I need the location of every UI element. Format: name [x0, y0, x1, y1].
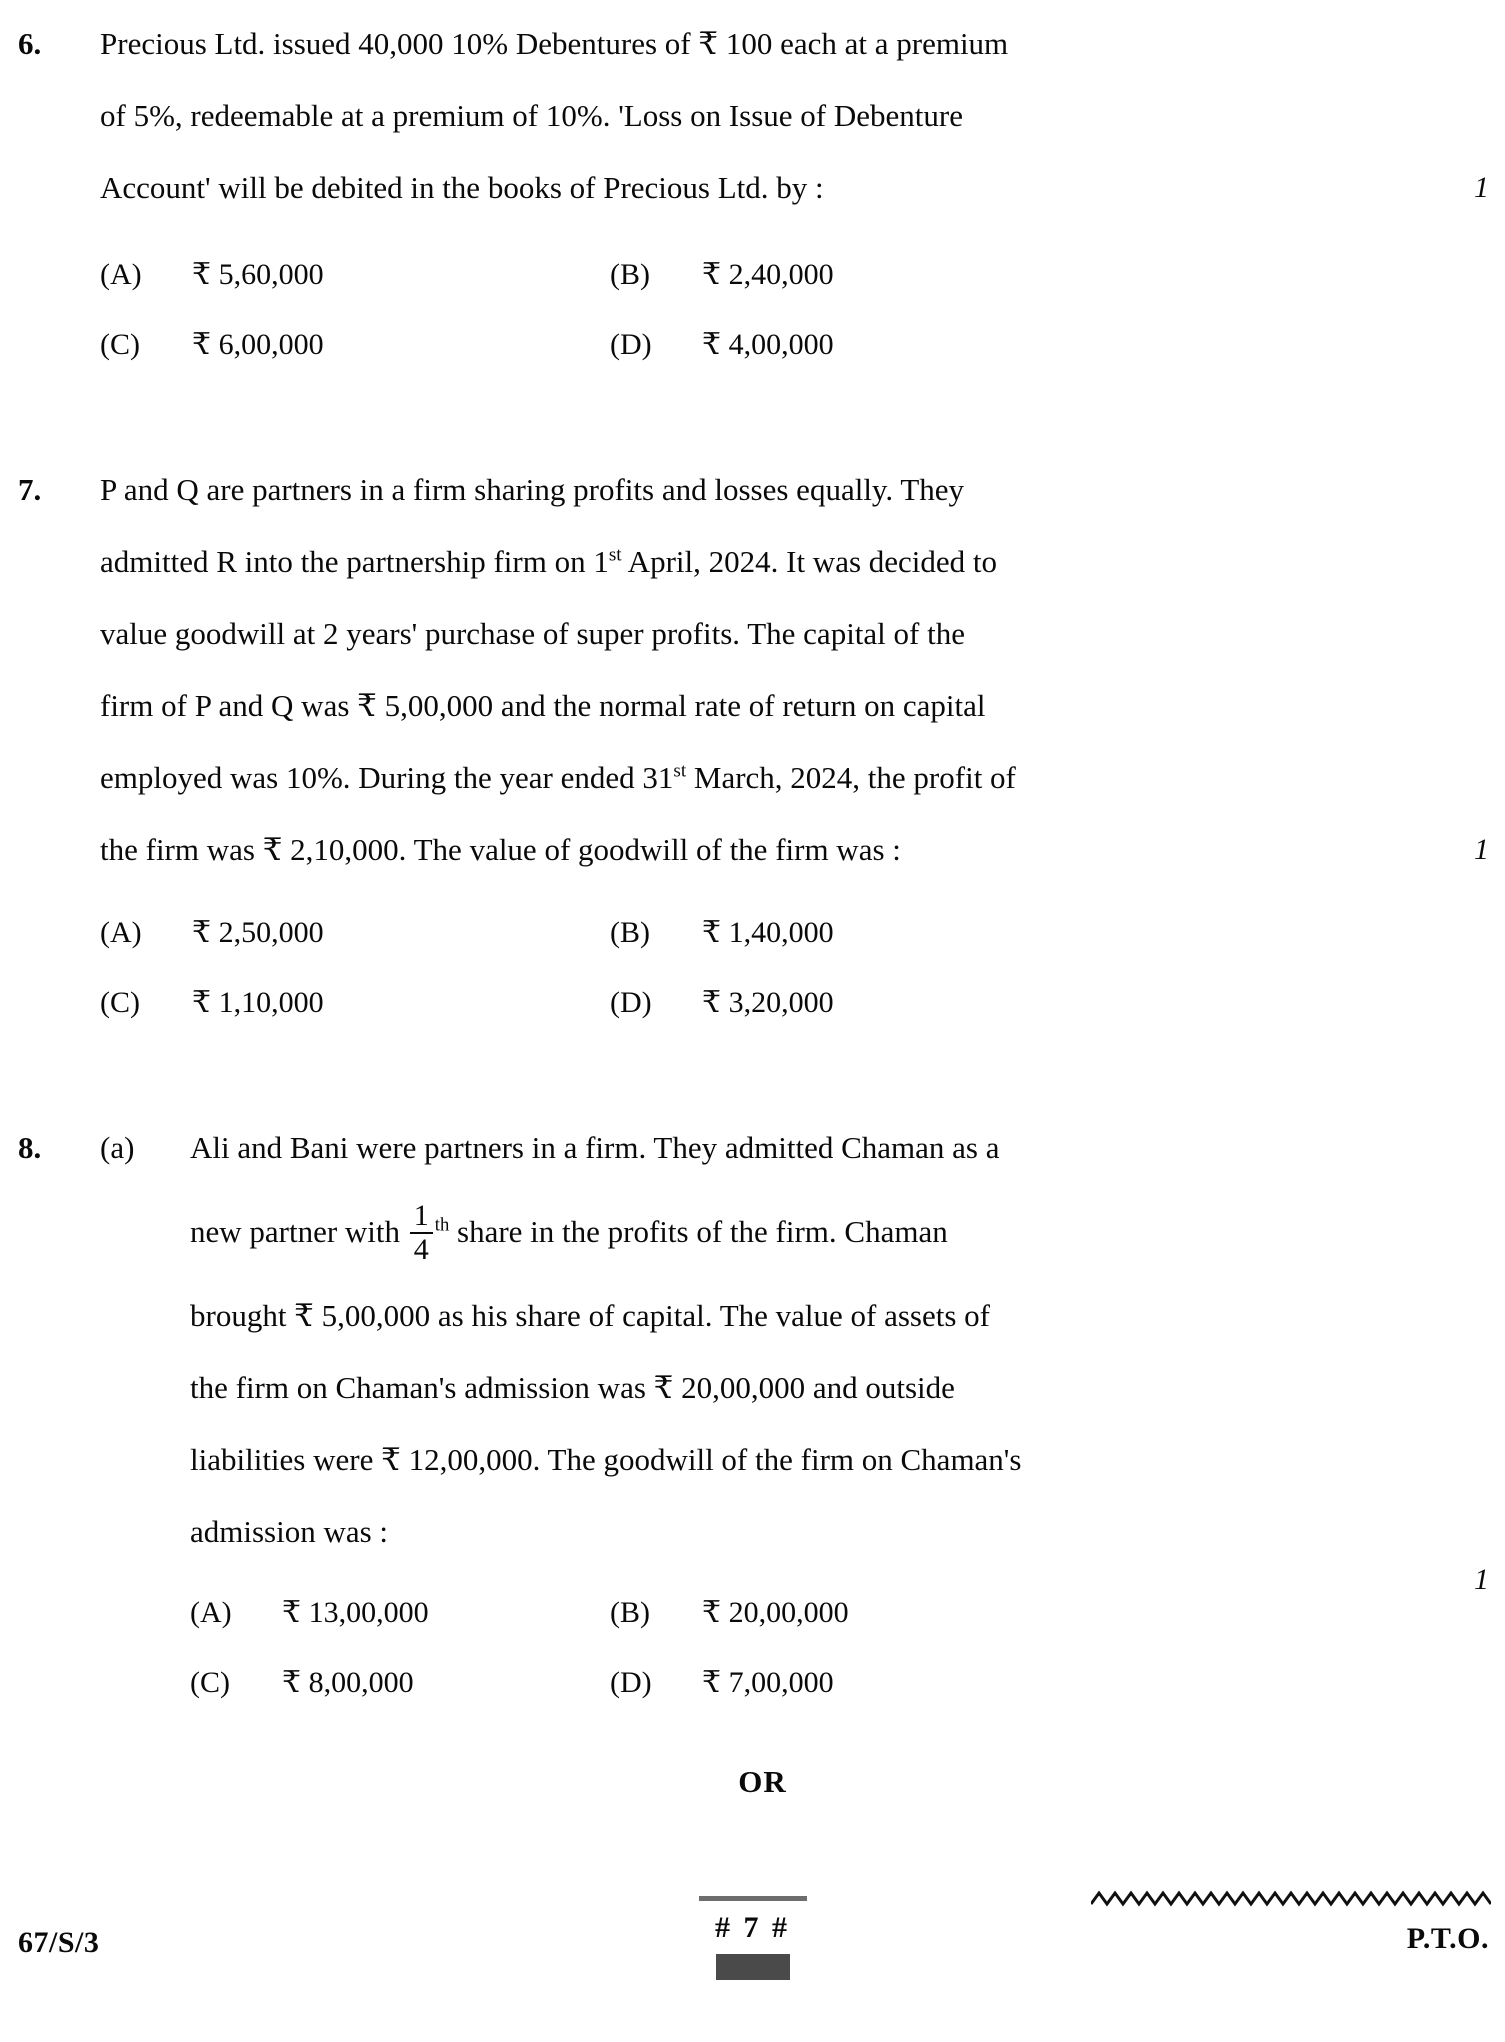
option-label: (C) — [190, 1666, 230, 1699]
exam-page — [0, 8, 1505, 2042]
question-7-number: 7. — [18, 472, 42, 507]
question-7-line-1: P and Q are partners in a firm sharing profits and losses equally. They — [100, 472, 965, 507]
question-6-marks: 1 — [1474, 171, 1489, 204]
question-7-line-6: the firm was ₹ 2,10,000. The value of goodwill of the firm was : — [100, 832, 901, 867]
question-6-option-row-2 — [100, 310, 1395, 380]
question-8-sub-label: (a) — [100, 1130, 135, 1165]
line-text-b: April, 2024. It was decided to — [621, 544, 998, 579]
ordinal-suffix: st — [608, 544, 622, 566]
turn-over-label: P.T.O. — [1406, 1922, 1489, 1955]
option-label: (A) — [100, 916, 142, 949]
page-marker-text: # 7 # — [715, 1911, 790, 1944]
option-value: ₹ 1,40,000 — [702, 916, 834, 949]
question-6-number: 6. — [18, 26, 42, 61]
option-label: (B) — [610, 916, 650, 949]
line-text-b: share in the profits of the firm. Chaman — [449, 1214, 948, 1249]
option-value: ₹ 2,50,000 — [192, 916, 324, 949]
question-8-line-3: brought ₹ 5,00,000 as his share of capital. The value of assets of — [190, 1298, 990, 1333]
question-7 — [0, 454, 1505, 1038]
option-value: ₹ 7,00,000 — [702, 1666, 834, 1699]
paper-code: 67/S/3 — [18, 1926, 100, 1959]
question-6-body — [100, 8, 1505, 380]
question-8-option-d[interactable] — [610, 1648, 834, 1718]
page-marker-top-bar — [699, 1896, 807, 1901]
question-6-option-a[interactable] — [100, 240, 610, 310]
alternative-question-marker: OR — [738, 1764, 787, 1799]
question-6-options — [100, 240, 1395, 380]
option-value: ₹ 8,00,000 — [282, 1666, 414, 1699]
line-text-a: new partner with — [190, 1214, 408, 1249]
question-8-option-c[interactable] — [190, 1648, 610, 1718]
question-7-marks: 1 — [1474, 833, 1489, 866]
question-8-line-1: Ali and Bani were partners in a firm. They admitted Chaman as a — [190, 1130, 1000, 1165]
line-text-b: March, 2024, the profit of — [686, 760, 1016, 795]
question-8-option-row-2 — [190, 1648, 1395, 1718]
option-value: ₹ 20,00,000 — [702, 1596, 849, 1629]
question-7-body — [100, 454, 1505, 1038]
option-value: ₹ 1,10,000 — [192, 986, 324, 1019]
question-7-options — [100, 898, 1395, 1038]
option-value: ₹ 2,40,000 — [702, 258, 834, 291]
question-6-option-c[interactable] — [100, 310, 610, 380]
question-7-option-d[interactable] — [610, 968, 834, 1038]
line-text-a: employed was 10%. During the year ended 31 — [100, 760, 674, 795]
question-6-line-2: of 5%, redeemable at a premium of 10%. 'Loss on Issue of Debenture — [100, 98, 963, 133]
question-8-body — [190, 1112, 1505, 1800]
question-8-options — [190, 1578, 1395, 1718]
option-label: (B) — [610, 258, 650, 291]
question-8-option-b[interactable] — [610, 1578, 849, 1648]
option-value: ₹ 4,00,000 — [702, 328, 834, 361]
option-value: ₹ 6,00,000 — [192, 328, 324, 361]
ordinal-suffix: th — [434, 1214, 450, 1236]
page-marker-block — [716, 1954, 790, 1980]
option-label: (C) — [100, 328, 140, 361]
question-7-option-a[interactable] — [100, 898, 610, 968]
option-label: (D) — [610, 986, 652, 1019]
line-text-a: admitted R into the partnership firm on 1 — [100, 544, 609, 579]
question-8-line-6: admission was : — [190, 1514, 389, 1549]
question-8-marks: 1 — [1474, 1563, 1489, 1596]
fraction-denominator: 4 — [413, 1232, 429, 1266]
option-value: ₹ 5,60,000 — [192, 258, 324, 291]
option-label: (D) — [610, 328, 652, 361]
fraction-numerator: 1 — [413, 1199, 429, 1233]
question-8-number: 8. — [18, 1130, 42, 1165]
question-7-option-b[interactable] — [610, 898, 834, 968]
question-6-line-3: Account' will be debited in the books of Precious Ltd. by : — [100, 170, 824, 205]
question-7-option-row-1 — [100, 898, 1395, 968]
option-label: (A) — [100, 258, 142, 291]
option-label: (C) — [100, 986, 140, 1019]
option-label: (A) — [190, 1596, 232, 1629]
question-6-line-1: Precious Ltd. issued 40,000 10% Debentures of ₹ 100 each at a premium — [100, 26, 1009, 61]
page-footer — [0, 1888, 1505, 2008]
question-8-option-row-1 — [190, 1578, 1395, 1648]
fraction-one-fourth — [410, 1200, 433, 1265]
question-6 — [0, 8, 1505, 380]
question-6-option-d[interactable] — [610, 310, 834, 380]
question-7-line-5 — [100, 742, 1395, 814]
turn-over-area — [1071, 1888, 1491, 1956]
zigzag-rule-icon — [1091, 1888, 1491, 1912]
ordinal-suffix: st — [673, 760, 687, 782]
question-8-line-2 — [190, 1184, 1395, 1280]
question-7-option-row-2 — [100, 968, 1395, 1038]
question-8-line-4: the firm on Chaman's admission was ₹ 20,00,000 and outside — [190, 1370, 955, 1405]
option-value: ₹ 13,00,000 — [282, 1596, 429, 1629]
option-label: (B) — [610, 1596, 650, 1629]
question-8-option-a[interactable] — [190, 1578, 610, 1648]
question-6-option-row-1 — [100, 240, 1395, 310]
option-label: (D) — [610, 1666, 652, 1699]
question-7-option-c[interactable] — [100, 968, 610, 1038]
question-6-option-b[interactable] — [610, 240, 834, 310]
question-8-line-5: liabilities were ₹ 12,00,000. The goodwill of the firm on Chaman's — [190, 1442, 1022, 1477]
question-7-line-3: value goodwill at 2 years' purchase of super profits. The capital of the — [100, 616, 965, 651]
question-8 — [0, 1112, 1505, 1800]
question-7-line-2 — [100, 526, 1395, 598]
option-value: ₹ 3,20,000 — [702, 986, 834, 1019]
question-7-line-4: firm of P and Q was ₹ 5,00,000 and the normal rate of return on capital — [100, 688, 986, 723]
